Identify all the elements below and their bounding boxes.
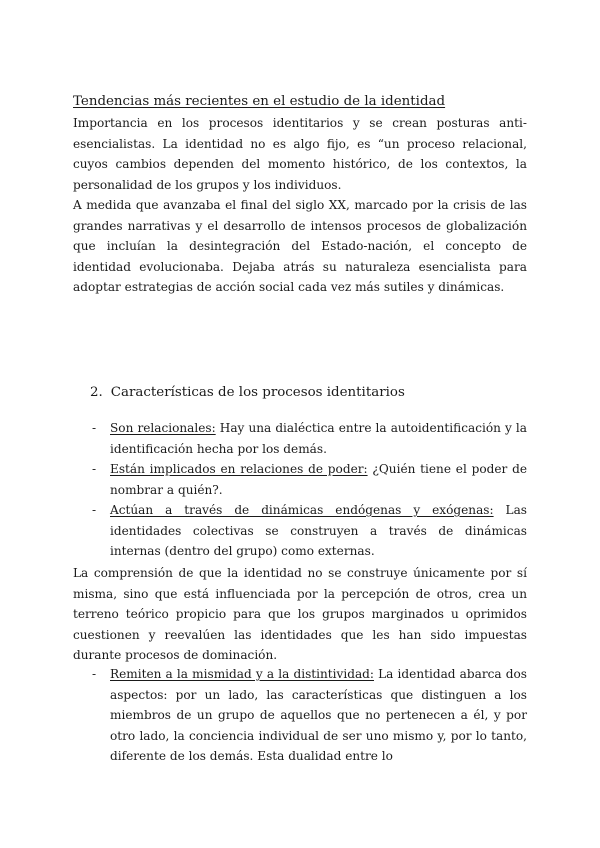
bullet-dash: - [92, 667, 97, 681]
middle-text [73, 563, 527, 666]
bullet-dash: - [92, 421, 97, 435]
bullet-text: Las identidades colectivas se construyen a través de dinámicas internas (dentro del grupo) como externas. [110, 503, 527, 558]
section-number: 2. [90, 385, 103, 400]
bullet-item [92, 664, 527, 767]
section-heading: Tendencias más recientes en el estudio de la identidad [73, 94, 446, 109]
bullet-term: Están implicados en relaciones de poder: [110, 462, 368, 476]
bullet-item [92, 500, 527, 562]
bullet-dash: - [92, 462, 97, 476]
intro-paragraph-1: Importancia en los procesos identitarios y se crean posturas anti-esencialistas. La identidad no es algo fijo, es “un proceso relacional, cuyos cambios dependen del momento histórico, de los contextos, la personalidad de los grupos y los individuos. [73, 116, 527, 192]
intro-paragraph-2: A medida que avanzaba el final del siglo XX, marcado por la crisis de las grandes narrativas y el desarrollo de intensos procesos de globalización que incluían la desintegración del Estado-nación, el concepto de identidad evolucionaba. Dejaba atrás su naturaleza esencialista para adoptar estrategias de acción social cada vez más sutiles y dinámicas. [73, 198, 527, 294]
bullet-term: Remiten a la mismidad y a la distintividad: [110, 667, 374, 681]
bullet-text: ¿Quién tiene el poder de nombrar a quién?. [110, 462, 527, 497]
bullet-dash: - [92, 503, 97, 517]
bullet-term: Actúan a través de dinámicas endógenas y exógenas: [110, 503, 494, 517]
section-title-text: Características de los procesos identitarios [110, 385, 405, 400]
bullet-text: La identidad abarca dos aspectos: por un lado, las características que distinguen a los miembros de un grupo de aquellos que no pertenecen a él, y por otro lado, la conciencia individual de ser uno mismo y, por lo tanto, diferente de los demás. Esta dualidad entre lo [110, 667, 527, 763]
section-2-title [90, 383, 405, 403]
intro-text [73, 113, 527, 298]
bullet-text: Hay una dialéctica entre la autoidentificación y la identificación hecha por los demás. [110, 421, 527, 456]
bullet-item [92, 459, 527, 500]
middle-paragraph: La comprensión de que la identidad no se construye únicamente por sí misma, sino que está influenciada por la percepción de otros, crea un terreno teórico propicio para que los grupos marginados u oprimidos cuestionen y reevalúen las identidades que les han sido impuestas durante procesos de dominación. [73, 566, 527, 662]
bullet-term: Son relacionales: [110, 421, 216, 435]
bullet-item [92, 418, 527, 459]
